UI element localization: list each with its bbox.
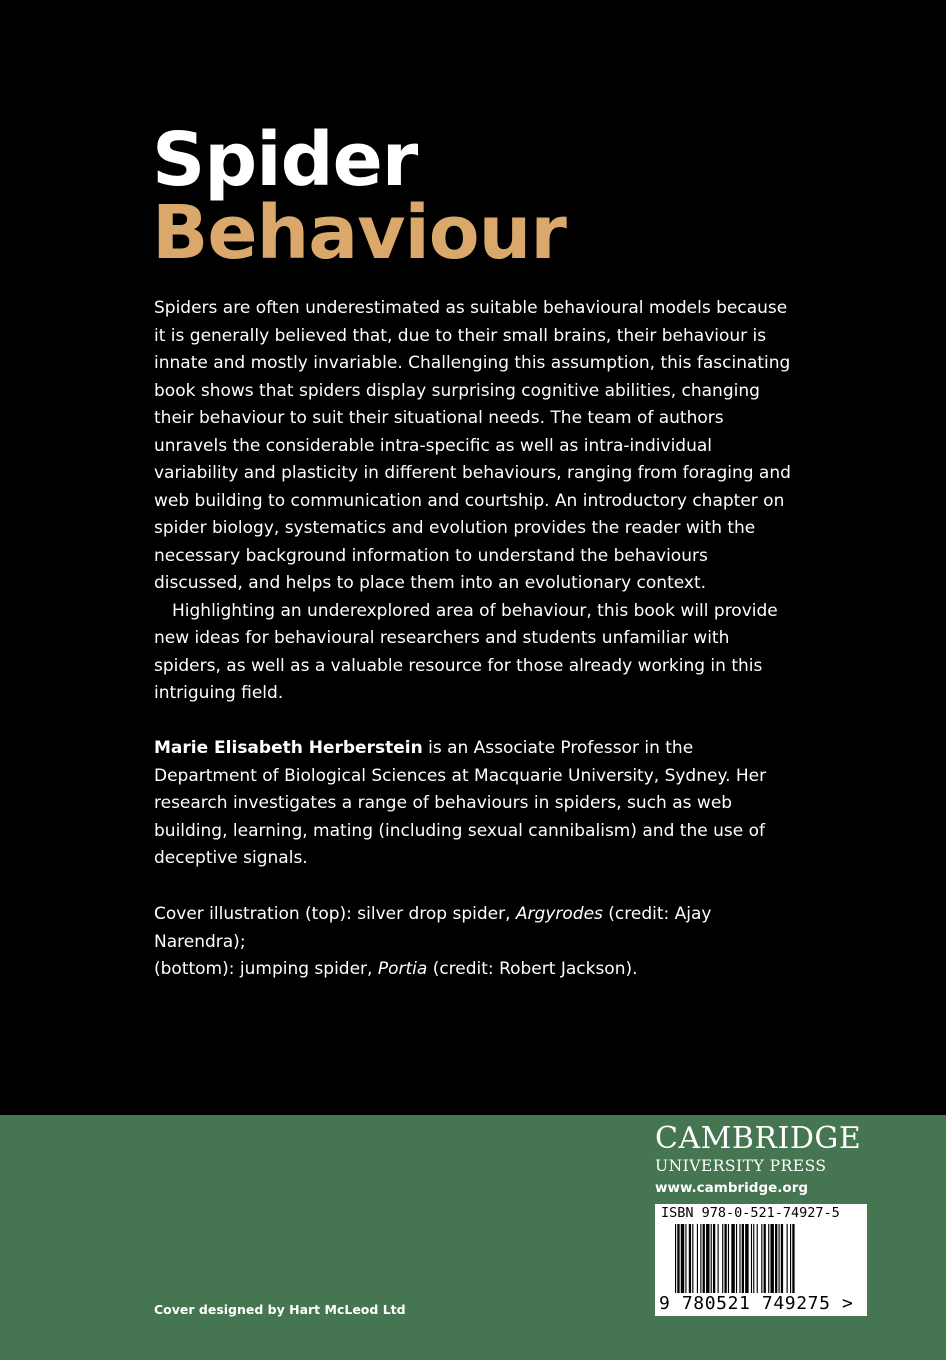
barcode-stripe bbox=[751, 1224, 752, 1296]
author-bio bbox=[154, 735, 794, 873]
cover-credit-line-1 bbox=[154, 901, 794, 956]
barcode-stripe bbox=[781, 1224, 783, 1296]
barcode-stripe bbox=[792, 1224, 794, 1296]
barcode-stripe bbox=[724, 1224, 726, 1296]
title-line-behaviour: Behaviour bbox=[152, 190, 566, 276]
barcode-stripe bbox=[703, 1224, 705, 1296]
barcode-stripe bbox=[736, 1224, 737, 1296]
barcode-stripe bbox=[685, 1224, 686, 1296]
barcode-stripe bbox=[753, 1224, 754, 1296]
barcode-digits: 9 780521 749275 > bbox=[659, 1293, 864, 1314]
barcode-stripe bbox=[718, 1224, 719, 1296]
barcode-stripe bbox=[677, 1224, 679, 1296]
credit-text: (credit: Ajay Narendra); bbox=[154, 904, 712, 952]
barcode-stripe bbox=[742, 1224, 744, 1296]
publisher-name: CAMBRIDGE bbox=[655, 1121, 862, 1156]
credit-genus-argyrodes: Argyrodes bbox=[515, 904, 603, 924]
credit-text: (credit: Robert Jackson). bbox=[427, 959, 638, 979]
credit-text: Cover illustration (top): silver drop spider, bbox=[154, 904, 516, 924]
barcode-stripe bbox=[713, 1224, 715, 1296]
barcode-stripe bbox=[779, 1224, 780, 1296]
barcode-stripe bbox=[722, 1224, 723, 1296]
author-name: Marie Elisabeth Herberstein bbox=[154, 738, 423, 758]
barcode-stripe bbox=[681, 1224, 684, 1296]
barcode-stripe bbox=[770, 1224, 773, 1296]
designer-credit: Cover designed by Hart McLeod Ltd bbox=[154, 1302, 406, 1317]
cover-credit bbox=[154, 901, 794, 984]
barcode-stripe bbox=[692, 1224, 693, 1296]
isbn-label: ISBN 978-0-521-74927-5 bbox=[661, 1205, 840, 1221]
barcode-stripe bbox=[764, 1224, 766, 1296]
barcode-stripe bbox=[728, 1224, 729, 1296]
description-paragraph-2: Highlighting an underexplored area of behaviour, this book will provide new ideas for behavioural researchers and students unfamiliar with spiders, as well as a valuable resource for those already working in this intriguing field. bbox=[154, 600, 778, 703]
barcode-stripe bbox=[731, 1224, 734, 1296]
credit-genus-portia: Portia bbox=[377, 959, 428, 979]
barcode-stripe bbox=[757, 1224, 758, 1296]
author-bio-text: is an Associate Professor in the Department of Biological Sciences at Macquarie University, Sydney. Her research investigates a range of behaviours in spiders, such as web building, learning, mating (including sexual cannibalism) and the use of deceptive signals. bbox=[154, 738, 767, 868]
barcode-stripe bbox=[706, 1224, 709, 1296]
barcode-stripe bbox=[675, 1224, 676, 1296]
title-line-spider: Spider bbox=[152, 117, 418, 203]
publisher-logo bbox=[655, 1122, 870, 1200]
barcode-stripe bbox=[790, 1224, 791, 1296]
description-paragraph-1: Spiders are often underestimated as suitable behavioural models because it is generally believed that, due to their small brains, their behaviour is innate and mostly invariable. Challenging this assumption, this fascinating book shows that spiders display surprising cognitive abilities, changing their behaviour to suit their situational needs. The team of authors unravels the considerable intra-specific as well as intra-individual variability and plasticity in different behaviours, ranging from foraging and web building to communication and courtship. An introductory chapter on spider biology, systematics and evolution provides the reader with the necessary background information to understand the behaviours discussed, and helps to place them into an evolutionary context. bbox=[154, 298, 791, 593]
barcode-stripe bbox=[711, 1224, 712, 1296]
barcode-stripe bbox=[700, 1224, 701, 1296]
barcode-stripe bbox=[761, 1224, 762, 1296]
barcode-stripe bbox=[739, 1224, 740, 1296]
barcode-stripe bbox=[697, 1224, 698, 1296]
author-bio-paragraph bbox=[154, 735, 794, 873]
credit-text: (bottom): jumping spider, bbox=[154, 959, 378, 979]
isbn-barcode bbox=[655, 1204, 867, 1316]
cover-credit-line-2 bbox=[154, 956, 794, 984]
barcode-stripe bbox=[689, 1224, 691, 1296]
book-description bbox=[154, 295, 794, 708]
publisher-subtitle: UNIVERSITY PRESS bbox=[655, 1157, 827, 1175]
barcode-stripe bbox=[745, 1224, 748, 1296]
publisher-website: www.cambridge.org bbox=[655, 1180, 809, 1196]
barcode-stripe bbox=[775, 1224, 777, 1296]
barcode-stripe bbox=[787, 1224, 788, 1296]
barcode-stripe bbox=[768, 1224, 769, 1296]
